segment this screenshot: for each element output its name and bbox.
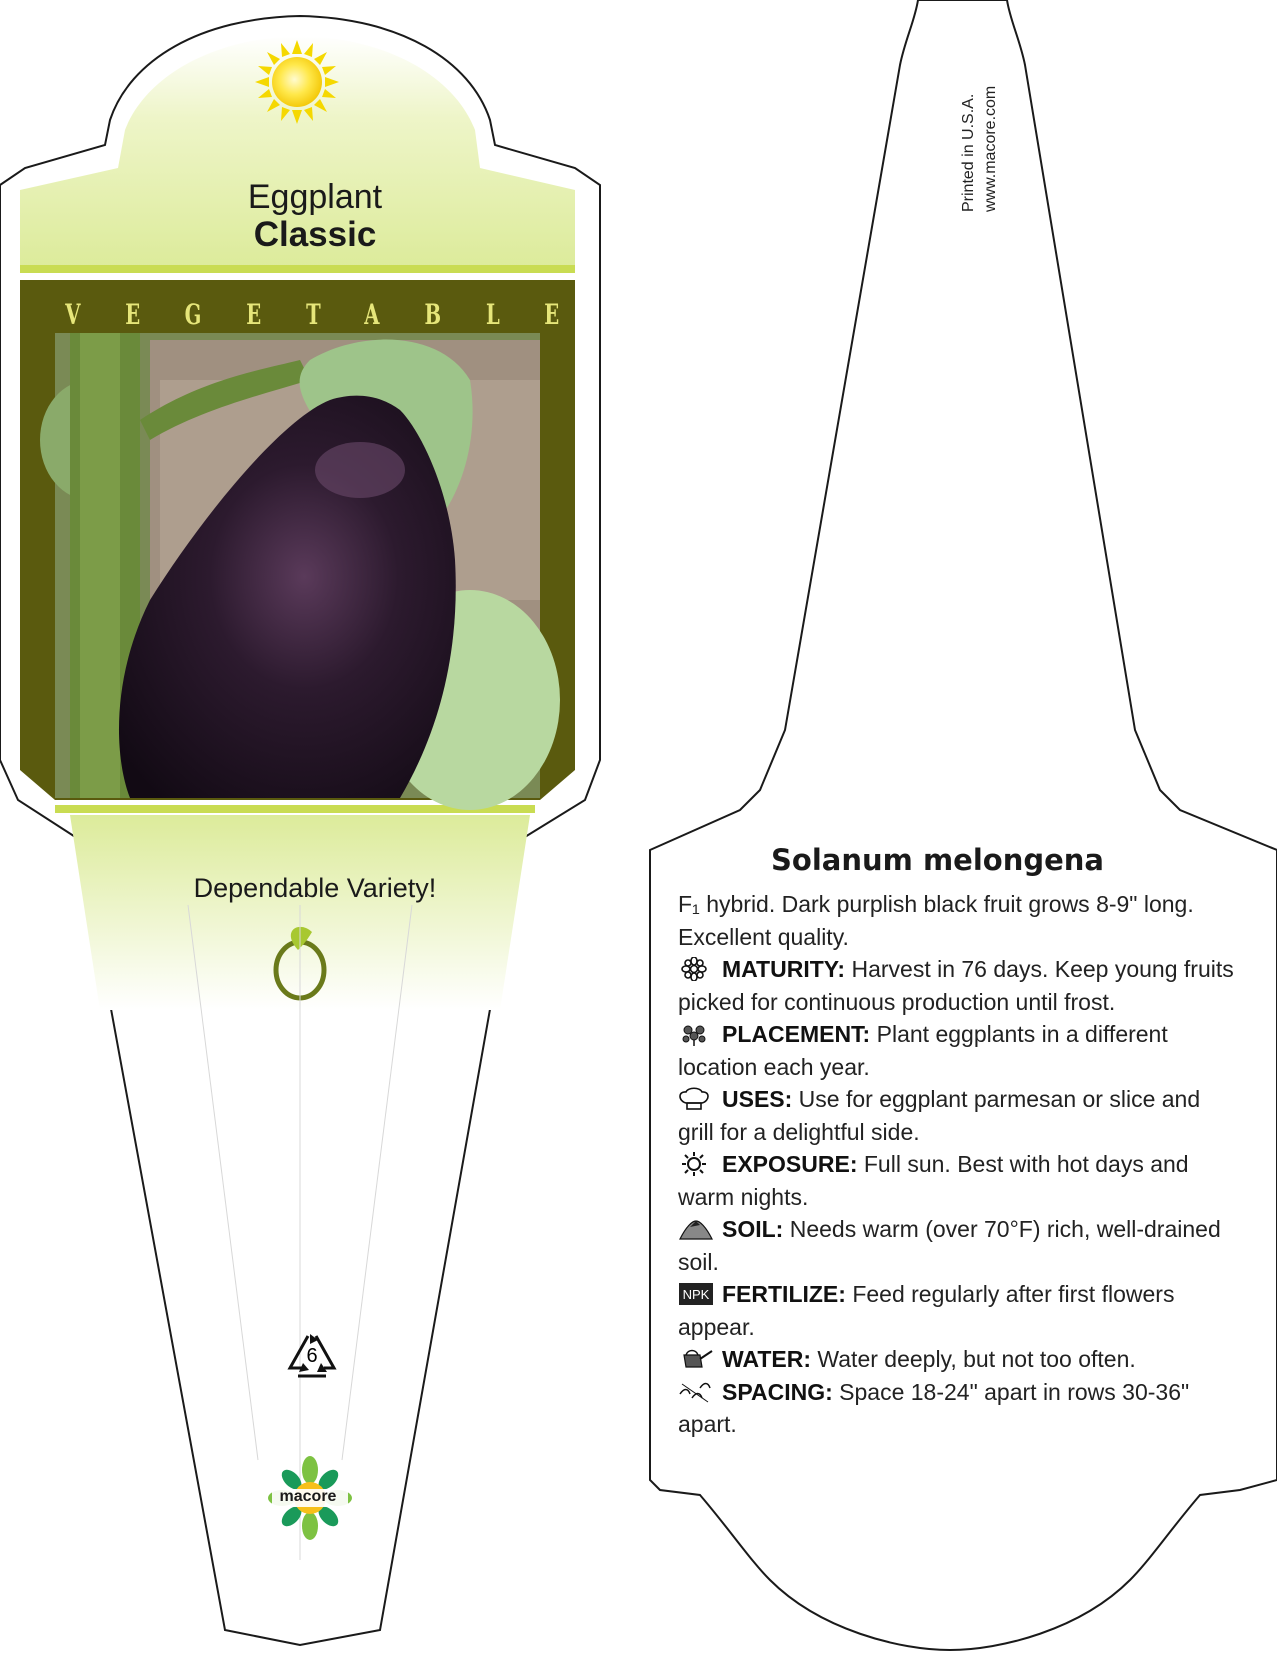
tagline: Dependable Variety! [193,873,437,903]
scientific-name: Solanum melongena [771,843,1104,877]
category-letter: E [246,298,262,331]
soil-icon [678,1217,716,1241]
category-letter: A [364,298,380,331]
placement-label: PLACEMENT: [722,1021,871,1047]
fertilize-text: Feed regularly after first flowers appear. [678,1281,1175,1340]
category-letter: V [65,298,81,331]
maturity-text: Harvest in 76 days. Keep young fruits picked for continuous production until frost. [678,956,1234,1015]
printed-in: Printed in U.S.A. [960,93,977,212]
website: www.macore.com [982,85,999,212]
care-item [678,1376,1238,1441]
care-item [678,953,1238,1018]
flower-icon [678,957,716,981]
sun-outline-icon [678,1152,716,1176]
brand-name: macore [279,1488,337,1505]
npk-icon [678,1282,716,1306]
chef-hat-icon [678,1087,716,1111]
care-item [678,1083,1238,1148]
watering-can-icon [678,1347,716,1371]
care-instructions [678,888,1238,1441]
care-item [678,1213,1238,1278]
uses-text: Use for eggplant parmesan or slice and grill for a delightful side. [678,1086,1201,1145]
uses-label: USES: [722,1086,793,1112]
sun-icon [255,40,339,124]
spacing-text: Space 18-24" apart in rows 30-36" apart. [678,1378,1190,1437]
plant-name: Eggplant [247,178,383,216]
placement-text: Plant eggplants in a different location each year. [678,1021,1168,1080]
water-text: Water deeply, but not too often. [811,1346,1136,1372]
category-letter: T [305,298,321,331]
soil-text: Needs warm (over 70°F) rich, well-drained soil. [678,1216,1221,1275]
water-label: WATER: [722,1346,812,1372]
flowers-icon [678,1022,716,1046]
maturity-label: MATURITY: [722,956,846,982]
spacing-icon [678,1380,716,1404]
recycle-number: 6 [306,1345,318,1367]
eggplant-photo [40,333,560,810]
category-letter: G [184,298,202,331]
care-item [678,1343,1238,1376]
soil-label: SOIL: [722,1216,784,1242]
category-letter: E [543,298,559,331]
category-letter: L [485,298,500,331]
print-info [958,52,999,212]
variety-name: Classic [253,215,377,254]
care-item [678,1018,1238,1083]
care-item [678,1278,1238,1343]
category-banner [42,298,582,332]
care-item [678,1148,1238,1213]
exposure-text: Full sun. Best with hot days and warm nights. [678,1151,1189,1210]
category-letter: B [424,298,442,331]
category-letter: E [124,298,140,331]
exposure-label: EXPOSURE: [722,1151,858,1177]
svg-text:NPK: NPK [682,1287,710,1302]
spacing-label: SPACING: [722,1378,833,1405]
intro-text: F₁ hybrid. Dark purplish black fruit grows 8-9" long. Excellent quality. [678,891,1194,950]
fertilize-label: FERTILIZE: [722,1281,846,1307]
